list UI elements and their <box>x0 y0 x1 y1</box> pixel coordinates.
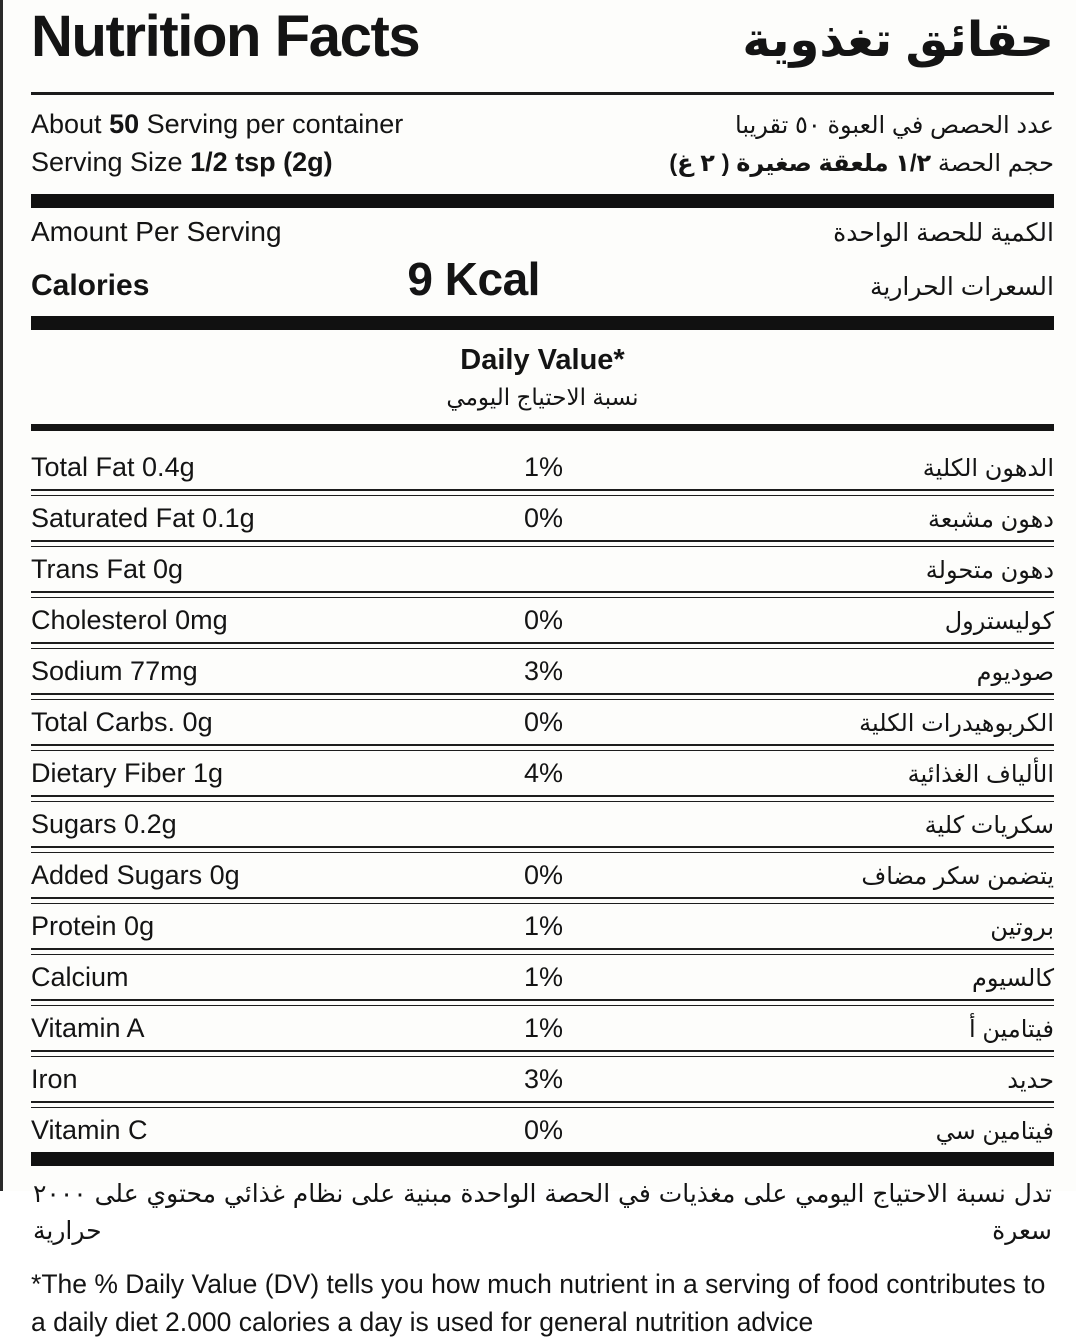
serving-size-arabic-prefix: حجم الحصة <box>931 150 1054 178</box>
nutrient-row-divider <box>31 744 1054 751</box>
servings-per-container-arabic: عدد الحصص في العبوة ٥٠ تقريبا <box>735 112 1054 139</box>
page-title-english: Nutrition Facts <box>31 4 420 69</box>
table-row <box>31 904 1054 948</box>
serving-size-arabic <box>669 147 1054 181</box>
table-row <box>31 700 1054 744</box>
table-row <box>31 445 1054 489</box>
nutrient-daily-value-percent: 0% <box>523 503 564 534</box>
nutrient-daily-value-percent: 4% <box>523 758 564 789</box>
nutrient-name-english: Vitamin C <box>31 1115 148 1146</box>
amount-per-serving-arabic: الكمية للحصة الواحدة <box>833 218 1054 247</box>
servings-prefix: About <box>31 109 110 139</box>
nutrient-name-arabic: يتضمن سكر مضاف <box>861 863 1054 891</box>
nutrient-daily-value-percent: 0% <box>523 1115 564 1146</box>
serving-size-row <box>31 143 1054 181</box>
servings-per-container-english <box>31 105 403 143</box>
nutrient-name-english: Sodium 77mg <box>31 656 198 687</box>
nutrient-name-arabic: صوديوم <box>976 659 1054 687</box>
table-row <box>31 598 1054 642</box>
daily-value-heading-arabic: نسبة الاحتياج اليومي <box>446 383 639 410</box>
nutrient-name-english: Protein 0g <box>31 911 155 942</box>
daily-value-heading <box>31 330 1054 425</box>
nutrient-name-arabic: دهون متحولة <box>925 557 1054 585</box>
table-row <box>31 496 1054 540</box>
nutrient-daily-value-percent: 0% <box>523 605 564 636</box>
nutrient-name-arabic: سكريات كلية <box>924 812 1054 840</box>
nutrient-name-arabic: الدهون الكلية <box>922 455 1054 483</box>
calories-value: 9 Kcal <box>407 252 540 305</box>
divider-thick-below-nutrients <box>31 1152 1054 1166</box>
nutrient-row-divider <box>31 897 1054 904</box>
table-row <box>31 802 1054 846</box>
nutrient-row-divider <box>31 948 1054 955</box>
nutrient-name-english: Iron <box>31 1064 78 1095</box>
nutrient-row-divider <box>31 642 1054 649</box>
nutrient-name-arabic: فيتامين سي <box>935 1118 1054 1146</box>
serving-size-prefix: Serving Size <box>31 147 191 178</box>
table-row <box>31 1006 1054 1050</box>
nutrient-name-arabic: الألياف الغذائية <box>907 761 1054 789</box>
amount-per-serving-row <box>31 208 1054 250</box>
nutrient-name-english: Calcium <box>31 962 129 993</box>
servings-count: 50 <box>109 109 140 139</box>
nutrient-name-english: Cholesterol 0mg <box>31 605 228 636</box>
calories-label-english: Calories <box>31 268 150 302</box>
nutrient-name-english: Dietary Fiber 1g <box>31 758 224 789</box>
nutrient-row-divider <box>31 1050 1054 1057</box>
nutrient-row-divider <box>31 1101 1054 1108</box>
table-row <box>31 853 1054 897</box>
serving-information <box>31 95 1054 194</box>
table-row <box>31 1057 1054 1101</box>
divider-thick-above-amount <box>31 194 1054 208</box>
table-row <box>31 547 1054 591</box>
divider-below-daily-value <box>31 424 1054 431</box>
table-row <box>31 1108 1054 1152</box>
calories-row <box>31 250 1054 316</box>
nutrient-name-arabic: كالسيوم <box>972 965 1054 993</box>
nutrient-name-english: Vitamin A <box>31 1013 145 1044</box>
page-title-arabic: حقائق تغذوية <box>742 14 1054 67</box>
table-row <box>31 751 1054 795</box>
nutrient-name-english: Total Carbs. 0g <box>31 707 213 738</box>
divider-thick-below-calories <box>31 316 1054 330</box>
table-row <box>31 955 1054 999</box>
nutrient-name-arabic: كوليسترول <box>944 608 1054 636</box>
footnote-arabic: تدل نسبة الاحتياج اليومي على مغذيات في الحصة الواحدة مبنية على نظام غذائي محتوي على ٢٠٠٠ سعرة حرارية <box>33 1180 1052 1246</box>
nutrient-daily-value-percent: 1% <box>523 452 564 483</box>
servings-per-container-row <box>31 105 1054 143</box>
nutrient-name-english: Added Sugars 0g <box>31 860 240 891</box>
nutrient-row-divider <box>31 693 1054 700</box>
nutrient-name-arabic: بروتين <box>990 914 1054 942</box>
daily-value-heading-english: Daily Value* <box>460 343 625 376</box>
nutrient-row-divider <box>31 540 1054 547</box>
nutrient-name-english: Saturated Fat 0.1g <box>31 503 255 534</box>
nutrient-name-arabic: حديد <box>1007 1067 1054 1095</box>
nutrient-name-english: Total Fat 0.4g <box>31 452 195 483</box>
nutrient-row-divider <box>31 591 1054 598</box>
nutrient-daily-value-percent: 1% <box>523 911 564 942</box>
label-title-row <box>31 0 1054 88</box>
nutrient-row-divider <box>31 795 1054 802</box>
nutrient-row-divider <box>31 489 1054 496</box>
serving-size-english <box>31 143 333 181</box>
nutrient-daily-value-percent: 3% <box>523 656 564 687</box>
nutrient-row-divider <box>31 999 1054 1006</box>
nutrient-daily-value-percent: 1% <box>523 1013 564 1044</box>
serving-size-value: 1/2 tsp (2g) <box>190 147 333 178</box>
footnote-english: *The % Daily Value (DV) tells you how much nutrient in a serving of food contributes to a daily diet 2.000 calories a day is used for general nutrition advice <box>31 1269 1046 1338</box>
nutrient-daily-value-percent: 3% <box>523 1064 564 1095</box>
nutrient-daily-value-percent: 1% <box>523 962 564 993</box>
nutrient-daily-value-percent: 0% <box>523 860 564 891</box>
nutrient-name-arabic: دهون مشبعة <box>928 506 1054 534</box>
amount-per-serving-english: Amount Per Serving <box>31 215 282 247</box>
serving-size-arabic-value: ١/٢ ملعقة صغيرة ( ٢ غ) <box>669 150 932 178</box>
calories-label-arabic: السعرات الحرارية <box>869 272 1054 301</box>
nutrient-table <box>31 431 1054 1152</box>
nutrient-name-english: Sugars 0.2g <box>31 809 177 840</box>
nutrient-name-arabic: فيتامين أ <box>969 1016 1054 1044</box>
nutrient-daily-value-percent: 0% <box>523 707 564 738</box>
table-row <box>31 649 1054 693</box>
nutrient-row-divider <box>31 846 1054 853</box>
nutrient-name-arabic: الكربوهيدرات الكلية <box>859 710 1054 738</box>
servings-suffix: Serving per container <box>139 109 404 139</box>
nutrient-name-english: Trans Fat 0g <box>31 554 184 585</box>
